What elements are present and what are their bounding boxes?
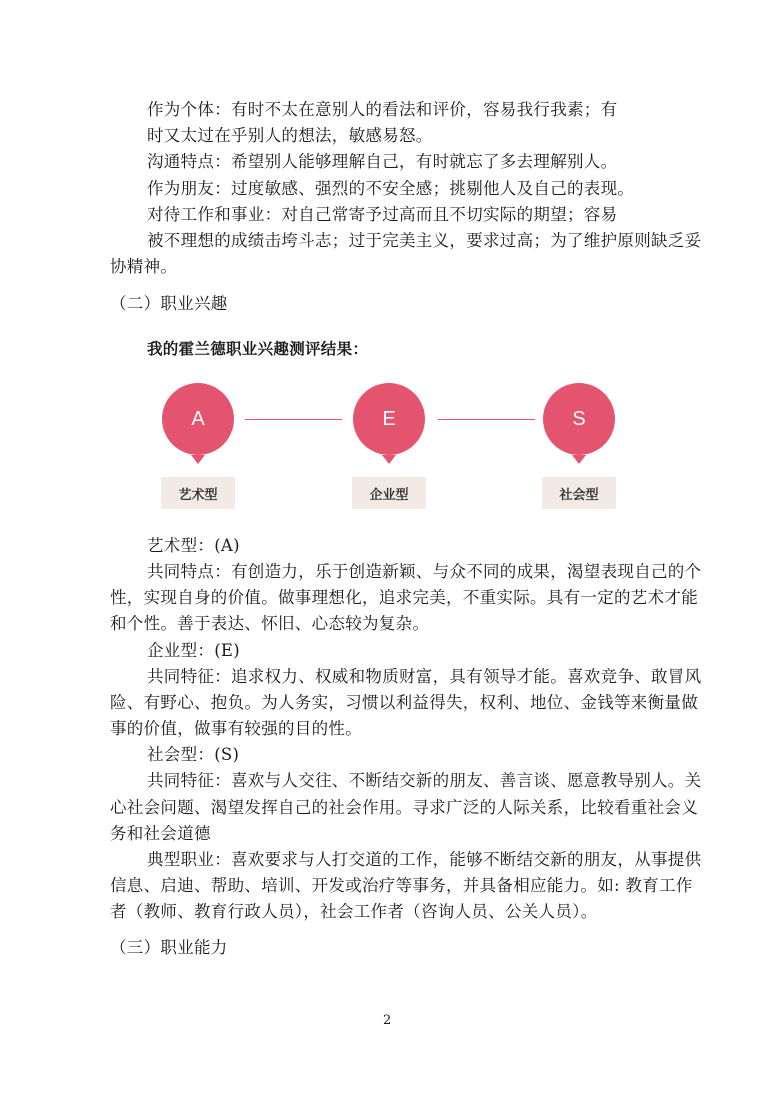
body-line: 性，实现自身的价值。做事理想化，追求完美，不重实际。具有一定的艺术才能 [110,588,698,607]
holland-node-social: S [543,383,615,455]
artistic-type-heading: 艺术型：(A) [147,536,240,555]
section-heading-interest: （二）职业兴趣 [110,294,228,313]
body-line: 务和社会道德 [110,824,211,843]
holland-tag-enterprising: 企业型 [352,477,426,509]
node-pointer [382,455,396,464]
node-pointer [572,455,586,464]
body-line: 事的价值，做事有较强的目的性。 [110,719,362,738]
personality-line-1: 作为个体：有时不太在意别人的看法和评价，容易我行我素；有 [147,100,618,119]
connector-line [245,419,342,420]
personality-line-6: 被不理想的成绩击垮斗志；过于完美主义，要求过高；为了维护原则缺乏妥 [147,231,702,250]
personality-line-3: 沟通特点：希望别人能够理解自己，有时就忘了多去理解别人。 [147,152,618,171]
body-line: 共同特征：喜欢与人交往、不断结交新的朋友、善言谈、愿意教导别人。关 [147,771,702,790]
body-line: 共同特征：追求权力、权威和物质财富，具有领导才能。喜欢竞争、敢冒风 [147,667,702,686]
section-heading-ability: （三）职业能力 [110,938,228,957]
social-type-heading: 社会型：(S) [147,745,240,764]
personality-line-7: 协精神。 [110,257,178,276]
body-line: 者（教师、教育行政人员），社会工作者（咨询人员、公关人员）。 [110,902,598,921]
body-line: 和个性。善于表达、怀旧、心态较为复杂。 [110,614,430,633]
body-line: 信息、启迪、帮助、培训、开发或治疗等事务，并具备相应能力。如: 教育工作 [110,876,693,895]
personality-line-4: 作为朋友：过度敏感、强烈的不安全感；挑剔他人及自己的表现。 [147,179,635,198]
holland-node-artistic: A [162,383,234,455]
holland-node-enterprising: E [353,383,425,455]
body-line: 共同特点：有创造力，乐于创造新颖、与众不同的成果，渴望表现自己的个 [147,562,702,581]
holland-tag-social: 社会型 [542,477,616,509]
page-number: 2 [383,1013,392,1028]
body-line: 典型职业：喜欢要求与人打交道的工作，能够不断结交新的朋友，从事提供 [147,850,702,869]
holland-result-title: 我的霍兰德职业兴趣测评结果： [147,340,369,358]
node-pointer [191,455,205,464]
personality-line-5: 对待工作和事业：对自己常寄予过高而且不切实际的期望；容易 [147,205,618,224]
holland-tag-artistic: 艺术型 [161,477,235,509]
body-line: 心社会问题、渴望发挥自己的社会作用。寻求广泛的人际关系，比较看重社会义 [110,798,698,817]
body-line: 险、有野心、抱负。为人务实，习惯以利益得失，权利、地位、金钱等来衡量做 [110,693,698,712]
connector-line [438,419,535,420]
enterprising-type-heading: 企业型：(E) [147,641,241,660]
personality-line-2: 时又太过在乎别人的想法，敏感易怒。 [147,126,433,145]
